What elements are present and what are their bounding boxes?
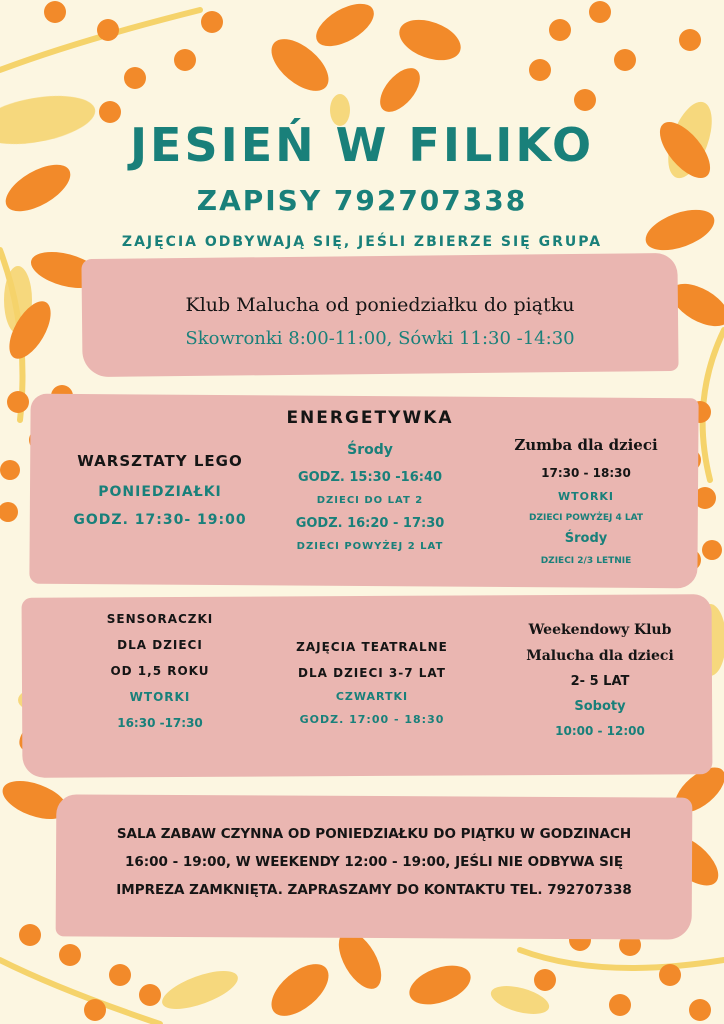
zumba-time: 17:30 - 18:30 [541, 466, 631, 480]
zumba-day1: WTORKI [557, 490, 615, 503]
group-condition-note: ZAJĘCIA ODBYWAJĄ SIĘ, JEŚLI ZBIERZE SIĘ GRUPA [121, 234, 603, 250]
klub-malucha-section [82, 294, 678, 349]
klub-malucha-heading: Klub Malucha od poniedziałku do piątku [185, 294, 575, 316]
lego-time: GODZ. 17:30- 19:00 [73, 512, 247, 528]
zumba-group2: DZIECI 2/3 LETNIE [540, 556, 632, 566]
weekend-time: 10:00 - 12:00 [555, 724, 645, 738]
teatralne-line2: DLA DZIECI 3-7 LAT [298, 666, 446, 680]
enrollment-phone: ZAPISY 792707338 [196, 184, 528, 217]
footer-line3: IMPREZA ZAMKNIĘTA. ZAPRASZAMY DO KONTAKTU TEL. 792707338 [116, 882, 632, 898]
zumba-group1: DZIECI POWYŻEJ 4 LAT [529, 513, 643, 523]
lego-day: PONIEDZIAŁKI [98, 484, 222, 500]
sensoraczki-line2: DLA DZIECI [117, 638, 203, 652]
weekend-day: Soboty [574, 699, 626, 714]
weekend-line1: Weekendowy Klub [528, 622, 672, 638]
lego-title: WARSZTATY LEGO [77, 452, 243, 470]
sensoraczki-section [50, 612, 270, 730]
footer-info [56, 826, 692, 898]
footer-line2: 16:00 - 19:00, W WEEKENDY 12:00 - 19:00, JEŚLI NIE ODBYWA SIĘ [124, 854, 624, 870]
energetywka-group2: DZIECI POWYŻEJ 2 LAT [296, 541, 444, 552]
zumba-title: Zumba dla dzieci [514, 436, 658, 454]
sensoraczki-time: 16:30 -17:30 [117, 716, 203, 730]
energetywka-time1: GODZ. 15:30 -16:40 [297, 470, 443, 485]
klub-malucha-times: Skowronki 8:00-11:00, Sówki 11:30 -14:30 [185, 328, 575, 349]
zumba-day2: Środy [564, 531, 608, 546]
teatralne-line1: ZAJĘCIA TEATRALNE [296, 640, 448, 654]
energetywka-day: Środy [347, 442, 393, 458]
teatralne-time: GODZ. 17:00 - 18:30 [299, 713, 445, 726]
energetywka-section [260, 408, 480, 552]
sensoraczki-line3: OD 1,5 ROKU [110, 664, 210, 678]
weekend-line2: Malucha dla dzieci [526, 648, 674, 664]
energetywka-title: ENERGETYWKA [286, 408, 454, 428]
sensoraczki-line1: SENSORACZKI [106, 612, 214, 626]
weekend-club-section [482, 622, 718, 738]
page-title: JESIEŃ W FILIKO [129, 118, 595, 172]
teatralne-section [262, 640, 482, 726]
energetywka-group1: DZIECI DO LAT 2 [316, 495, 424, 506]
lego-workshop-section [40, 452, 280, 528]
weekend-line3: 2- 5 LAT [570, 674, 630, 689]
footer-line1: SALA ZABAW CZYNNA OD PONIEDZIAŁKU DO PIĄTKU W GODZINACH [116, 826, 632, 842]
zumba-section [480, 436, 692, 566]
teatralne-day: CZWARTKI [335, 690, 409, 703]
sensoraczki-day: WTORKI [129, 690, 191, 704]
energetywka-time2: GODZ. 16:20 - 17:30 [295, 516, 445, 531]
